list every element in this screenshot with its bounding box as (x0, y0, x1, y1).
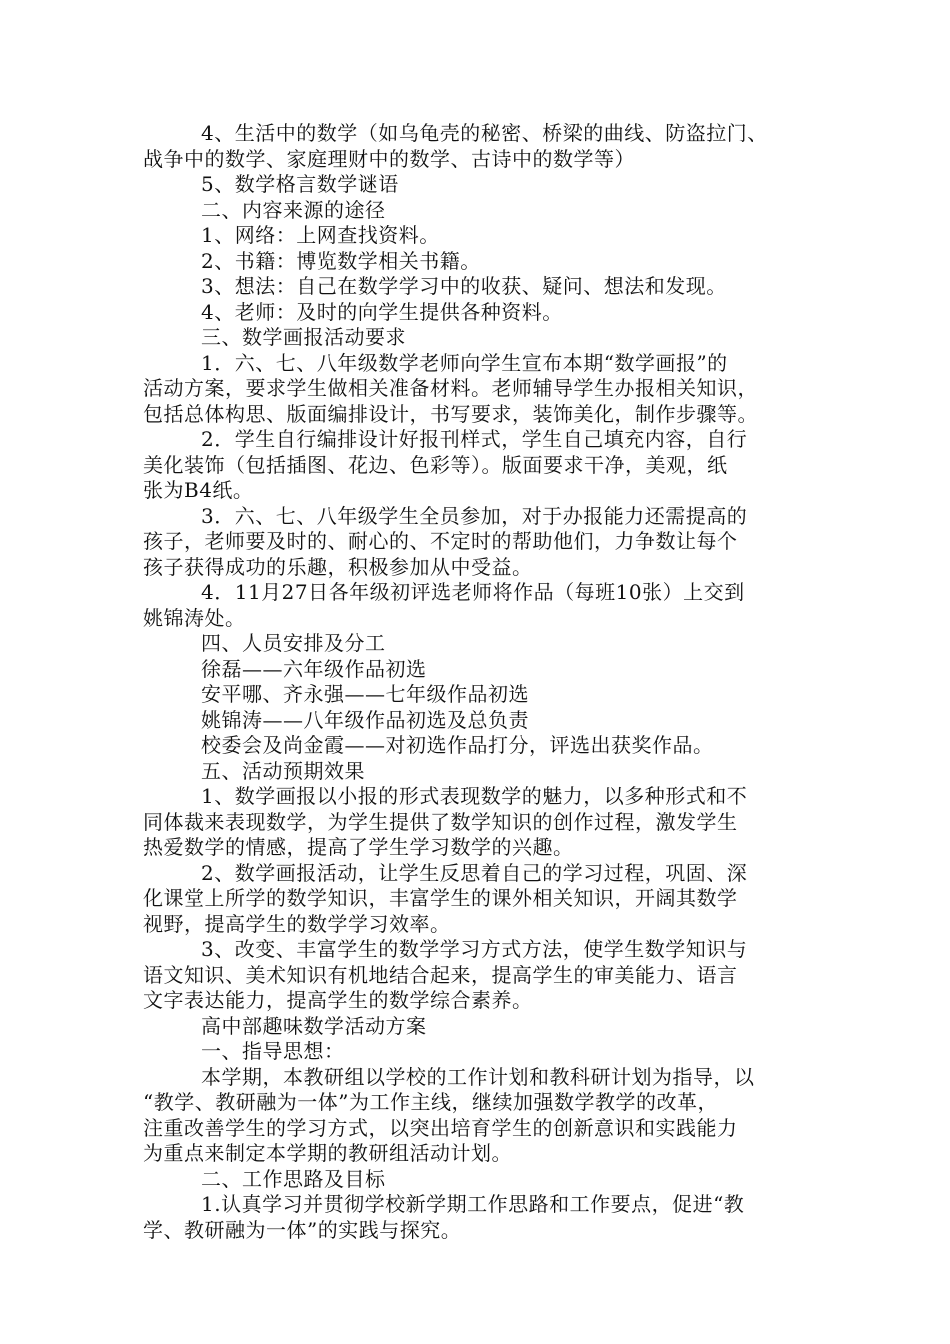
text-line: 2、数学画报活动，让学生反思着自己的学习过程，巩固、深 (201, 860, 748, 885)
text-line: 活动方案，要求学生做相关准备材料。老师辅导学生办报相关知识， (143, 376, 758, 400)
text-line: 五、活动预期效果 (201, 758, 365, 783)
text-line: 1．六、七、八年级数学老师向学生宣布本期“数学画报”的 (201, 350, 728, 375)
text-line: 二、工作思路及目标 (201, 1166, 386, 1191)
text-line: 语文知识、美术知识有机地结合起来，提高学生的审美能力、语言 (143, 962, 738, 987)
text-line: 二、内容来源的途径 (201, 197, 386, 222)
text-line: 4、老师：及时的向学生提供各种资料。 (201, 299, 563, 324)
text-line: 张为B4纸。 (143, 478, 254, 502)
text-line: 4、生活中的数学（如乌龟壳的秘密、桥梁的曲线、防盗拉门、 (201, 121, 768, 145)
text-line: 孩子获得成功的乐趣，积极参加从中受益。 (143, 554, 533, 579)
text-line: 一、指导思想： (201, 1039, 345, 1063)
text-line: 化课堂上所学的数学知识，丰富学生的课外相关知识，开阔其数学 (143, 886, 738, 910)
text-line: 为重点来制定本学期的教研组活动计划。 (143, 1141, 512, 1165)
text-line: 四、人员安排及分工 (201, 631, 386, 655)
text-line: 3．六、七、八年级学生全员参加，对于办报能力还需提高的 (201, 503, 748, 528)
text-line: 注重改善学生的学习方式，以突出培育学生的创新意识和实践能力 (143, 1115, 738, 1140)
text-line: 高中部趣味数学活动方案 (201, 1013, 427, 1038)
text-line: 1.认真学习并贯彻学校新学期工作思路和工作要点，促进“教 (201, 1192, 745, 1216)
text-line: 包括总体构思、版面编排设计，书写要求，装饰美化，制作步骤等。 (143, 401, 758, 426)
text-line: 校委会及尚金霞——对初选作品打分，评选出获奖作品。 (201, 733, 714, 757)
text-line: 战争中的数学、家庭理财中的数学、古诗中的数学等） (143, 146, 635, 171)
text-line: 4．11月27日各年级初评选老师将作品（每班10张）上交到 (201, 580, 745, 604)
text-line: 姚锦涛——八年级作品初选及总负责 (201, 707, 529, 732)
text-line: 学、教研融为一体”的实践与探究。 (143, 1217, 462, 1242)
text-line: 同体裁来表现数学，为学生提供了数学知识的创作过程，激发学生 (143, 809, 738, 834)
text-line: 2．学生自行编排设计好报刊样式，学生自己填充内容，自行 (201, 427, 748, 451)
text-line: 安平哪、齐永强——七年级作品初选 (201, 682, 529, 706)
text-line: 热爱数学的情感，提高了学生学习数学的兴趣。 (143, 835, 574, 859)
text-line: 视野，提高学生的数学学习效率。 (143, 911, 451, 936)
text-line: 5、数学格言数学谜语 (201, 172, 399, 196)
text-line: “教学、教研融为一体”为工作主线，继续加强数学教学的改革， (143, 1090, 718, 1114)
text-line: 本学期，本教研组以学校的工作计划和教科研计划为指导，以 (201, 1064, 755, 1089)
text-line: 三、数学画报活动要求 (201, 325, 406, 349)
text-line: 姚锦涛处。 (143, 605, 246, 630)
text-line: 1、网络：上网查找资料。 (201, 223, 440, 247)
text-line: 2、书籍：博览数学相关书籍。 (201, 248, 481, 273)
text-line: 3、想法：自己在数学学习中的收获、疑问、想法和发现。 (201, 274, 727, 298)
text-line: 孩子，老师要及时的、耐心的、不定时的帮助他们，力争数让每个 (143, 529, 738, 553)
document-body (143, 121, 823, 1243)
text-line: 文字表达能力，提高学生的数学综合素养。 (143, 988, 533, 1012)
text-line: 1、数学画报以小报的形式表现数学的魅力，以多种形式和不 (201, 784, 748, 808)
text-line: 徐磊——六年级作品初选 (201, 656, 427, 681)
text-line: 美化装饰（包括插图、花边、色彩等）。版面要求干净，美观，纸 (143, 452, 728, 477)
text-line: 3、改变、丰富学生的数学学习方式方法，使学生数学知识与 (201, 937, 748, 961)
